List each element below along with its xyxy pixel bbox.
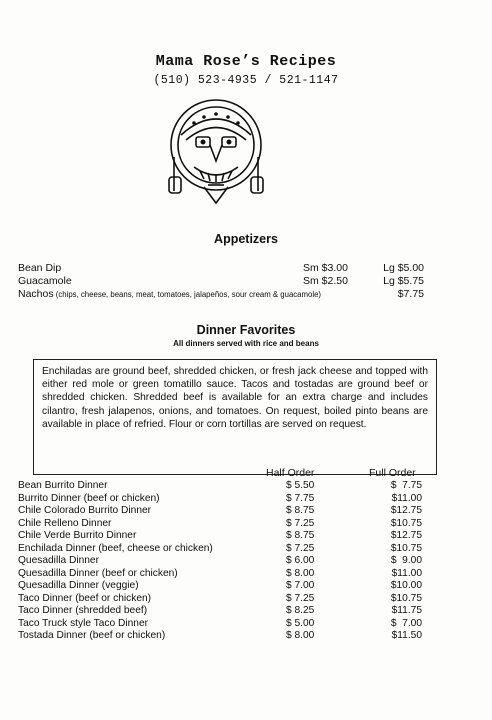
table-row [18, 505, 422, 518]
full-price: $11.50 [391, 630, 422, 641]
large-price: Lg $5.75 [383, 275, 424, 287]
half-price: $ 7.75 [286, 492, 315, 504]
dish-name: Taco Dinner (beef or chicken) [18, 592, 152, 604]
full-price: $11.00 [391, 567, 422, 579]
dish-name: Chile Colorado Burrito Dinner [18, 505, 152, 516]
dish-name: Taco Dinner (shredded beef) [18, 605, 148, 616]
table-row [18, 630, 422, 643]
list-item [18, 262, 424, 275]
table-row [18, 543, 422, 556]
full-price: $10.00 [390, 580, 422, 591]
small-price: Sm $2.50 [303, 275, 348, 287]
dish-name: Burrito Dinner (beef or chicken) [18, 492, 160, 504]
dish-name: Chile Verde Burrito Dinner [18, 530, 137, 541]
dish-name: Chile Relleno Dinner [18, 517, 112, 529]
appetizer-list [18, 262, 424, 301]
dish-name: Quesadilla Dinner [18, 555, 99, 566]
dish-name: Bean Burrito Dinner [18, 480, 108, 491]
half-price: $ 5.00 [286, 617, 315, 629]
dish-name: Taco Truck style Taco Dinner [18, 617, 149, 629]
full-price: $ 7.00 [390, 617, 422, 629]
full-price: $11.00 [391, 492, 422, 504]
full-price: $10.75 [390, 542, 422, 554]
half-price: $ 7.00 [286, 580, 315, 591]
table-row [18, 593, 422, 606]
half-price: $ 8.25 [286, 605, 315, 616]
half-price: $ 7.25 [286, 517, 315, 529]
table-row [18, 580, 422, 593]
half-price: $ 8.00 [286, 567, 315, 579]
table-row [18, 530, 422, 543]
half-price: $ 8.75 [286, 530, 315, 541]
half-price: $ 5.50 [286, 480, 315, 491]
large-price: Lg $5.00 [383, 262, 424, 274]
dish-name: Quesadilla Dinner (beef or chicken) [18, 567, 178, 579]
table-row [18, 493, 422, 506]
full-price: $12.75 [390, 505, 422, 516]
restaurant-title: Mama Rose’s Recipes [155, 53, 337, 70]
item-note: (chips, cheese, beans, meat, tomatoes, jalapeños, sour cream & guacamole) [53, 290, 322, 299]
half-order-header: Half Order [266, 467, 315, 479]
half-price: $ 6.00 [286, 555, 315, 566]
half-price: $ 7.25 [286, 592, 315, 604]
table-row [18, 480, 422, 493]
full-price: $12.75 [390, 530, 422, 541]
dish-name: Enchilada Dinner (beef, cheese or chicken) [18, 542, 213, 554]
list-item [18, 288, 424, 301]
table-row [18, 518, 422, 531]
table-row [18, 555, 422, 568]
item-name: Guacamole [18, 275, 72, 287]
dinner-list [18, 480, 422, 643]
aztec-mask-logo [164, 95, 268, 207]
half-price: $ 8.00 [286, 630, 315, 641]
half-price: $ 8.75 [286, 505, 315, 516]
appetizers-heading: Appetizers [214, 232, 278, 246]
item-name: Bean Dip [18, 262, 62, 274]
list-item [18, 275, 424, 288]
half-price: $ 7.25 [286, 542, 315, 554]
dinner-subheading: All dinners served with rice and beans [173, 339, 319, 348]
dinner-heading: Dinner Favorites [196, 323, 296, 337]
table-row [18, 605, 422, 618]
item-name: Nachos [18, 288, 54, 300]
phone-numbers: (510) 523-4935 / 521-1147 [153, 74, 339, 87]
dish-name: Tostada Dinner (beef or chicken) [18, 630, 166, 641]
full-price: $11.75 [391, 605, 422, 616]
large-price: $7.75 [397, 288, 424, 300]
full-price: $ 9.00 [390, 555, 422, 566]
dinner-description: Enchiladas are ground beef, shredded chicken, or fresh jack cheese and topped with either red mole or green tomatillo sauce. Tacos and tostadas are ground beef or shredded chicken. Shredded beef is available for an extra charge and includes cilantro, fresh jalapenos, onions, and tomatoes. On request, boiled pinto beans are available in place of refried. Flour or corn tortillas are served on request. [33, 359, 437, 475]
small-price: Sm $3.00 [303, 262, 348, 274]
full-price: $ 7.75 [390, 480, 422, 491]
table-row [18, 568, 422, 581]
dish-name: Quesadilla Dinner (veggie) [18, 580, 139, 591]
full-price: $10.75 [390, 592, 422, 604]
full-order-header: Full Order [369, 467, 416, 479]
table-row [18, 618, 422, 631]
full-price: $10.75 [390, 517, 422, 529]
